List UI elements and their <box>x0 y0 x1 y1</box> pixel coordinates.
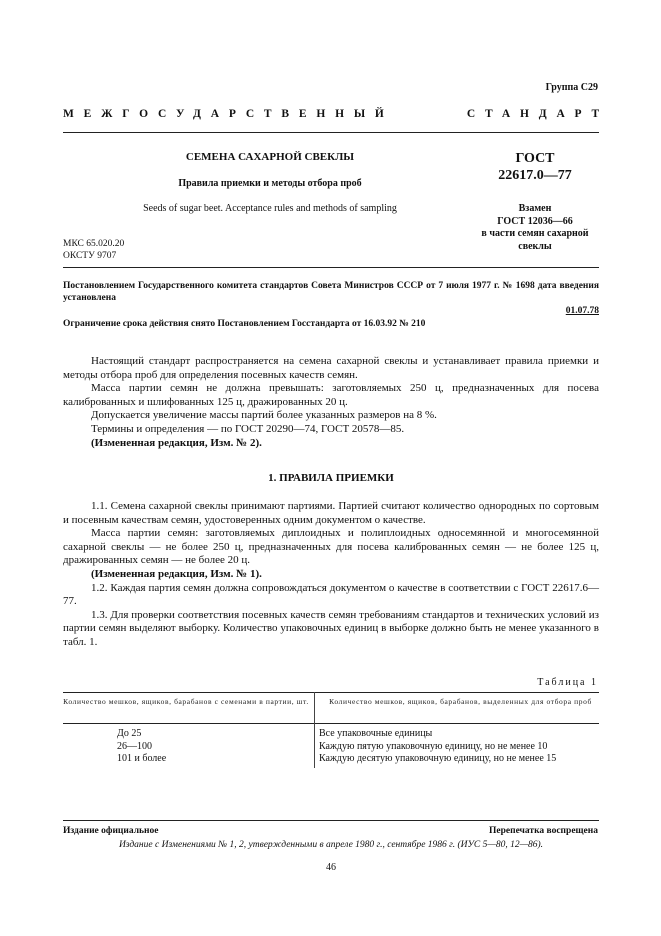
table-column-divider <box>314 692 315 768</box>
footer-divider <box>63 820 599 821</box>
amendment-note: (Измененная редакция, Изм. № 1). <box>91 567 262 580</box>
paragraph: Термины и определения — по ГОСТ 20290—74, ГОСТ 20578—85. <box>91 422 405 435</box>
document-subtitle: Правила приемки и методы отбора проб <box>178 178 362 189</box>
gost-label: ГОСТ <box>515 151 555 166</box>
document-title-english: Seeds of sugar beet. Acceptance rules and methods of sampling <box>143 203 397 214</box>
group-code: Группа С29 <box>545 82 598 93</box>
replaces-line: ГОСТ 12036—66 <box>497 215 573 227</box>
document-title: СЕМЕНА САХАРНОЙ СВЕКЛЫ <box>185 151 355 163</box>
page-number: 46 <box>326 862 336 873</box>
classification-codes <box>63 238 124 262</box>
table-cell-lot: 26—100 <box>117 741 152 752</box>
validity-limit-note: Ограничение срока действия снято Постановлением Госстандарта от 16.03.92 № 210 <box>63 319 426 329</box>
standard-type-right: СТАНДАРТ <box>466 108 609 120</box>
paragraph: 1.2. Каждая партия семян должна сопровождаться документом о качестве в соответствии с ГОСТ 22617.6—77. <box>63 581 599 608</box>
replaces-note <box>470 203 600 253</box>
section-1-text <box>63 500 599 650</box>
table-cell-lot: До 25 <box>117 728 142 739</box>
edition-note: Издание с Изменениями № 1, 2, утвержденными в апреле 1980 г., сентябре 1986 г. (ИУС 5—80, 12—86). <box>118 840 544 850</box>
gost-designation <box>470 150 600 184</box>
official-edition-label: Издание официальное <box>63 826 159 836</box>
table-caption: Таблица 1 <box>537 677 598 688</box>
paragraph: Допускается увеличение массы партий более указанных размеров на 8 %. <box>91 409 437 422</box>
standard-type-left: МЕЖГОСУДАРСТВЕННЫЙ <box>63 108 394 120</box>
gost-number: 22617.0—77 <box>498 168 572 183</box>
section-heading: 1. ПРАВИЛА ПРИЕМКИ <box>268 472 394 484</box>
paragraph: Настоящий стандарт распространяется на семена сахарной свеклы и устанавливает правила приемки и методы отбора проб для определения посевных качеств семян. <box>63 355 599 381</box>
effective-date: 01.07.78 <box>565 306 599 316</box>
paragraph: Масса партии семян: заготовляемых диплоидных и полиплоидных односемянной и многосемянной сахарной свеклы — не более 250 ц, предназначенных для посева калиброванных семян — не более 125 ц, дражированных семян — не более 20 ц. <box>63 527 599 567</box>
intro-text <box>63 355 599 450</box>
amendment-note: (Измененная редакция, Изм. № 2). <box>91 436 262 449</box>
paragraph: Масса партии семян не должна превышать: заготовляемых 250 ц, предназначенных для посева калиброванных и шлифованных 125 ц, дражированных 20 ц. <box>63 382 599 408</box>
paragraph: 1.1. Семена сахарной свеклы принимают партиями. Партией считают количество однородных по сортовым и посевным качествам семян, удостоверенных одним документом о качестве. <box>63 500 599 526</box>
paragraph: 1.3. Для проверки соответствия посевных качеств семян требованиям стандартов и технических условий из партии семян выделяют выборку. Количество упаковочных единиц в выборке должно быть не менее указанного в табл. 1. <box>63 608 599 648</box>
table-header-lot-count: Количество мешков, ящиков, барабанов с семенами в партии, шт. <box>63 697 309 706</box>
reprint-prohibited-label: Перепечатка воспрещена <box>488 826 598 836</box>
okstu-code: ОКСТУ 9707 <box>63 251 117 261</box>
table-header-border <box>63 723 599 724</box>
replaces-line: свеклы <box>518 240 552 252</box>
table-cell-sample: Все упаковочные единицы <box>319 728 433 739</box>
title-block-divider <box>63 267 599 268</box>
header-divider <box>63 132 599 133</box>
table-cell-lot: 101 и более <box>117 753 167 764</box>
table-top-border <box>63 692 599 693</box>
decree-text: Постановлением Государственного комитета стандартов Совета Министров СССР от 7 июля 1977 г. № 1698 дата введения установлена <box>63 281 599 304</box>
replaces-line: в части семян сахарной <box>481 228 589 240</box>
table-cell-sample: Каждую десятую упаковочную единицу, но не менее 15 <box>319 753 557 764</box>
standard-type-heading <box>63 108 609 120</box>
mks-code: МКС 65.020.20 <box>63 239 125 249</box>
table-header-sample-count: Количество мешков, ящиков, барабанов, выделенных для отбора проб <box>329 697 592 706</box>
replaces-line: Взамен <box>518 203 552 214</box>
table-cell-sample: Каждую пятую упаковочную единицу, но не менее 10 <box>319 741 548 752</box>
